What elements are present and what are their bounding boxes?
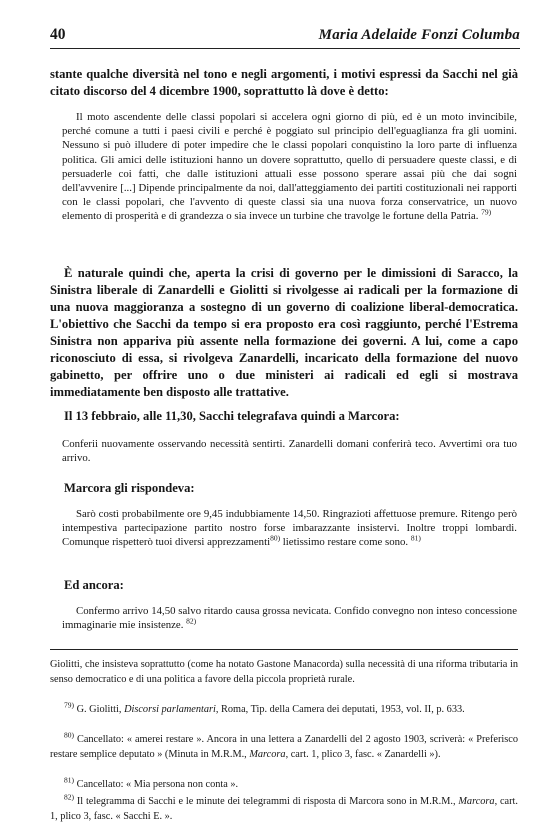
footnote-80: $^{80)}$ Cancellato: « amerei restare ». Ancora in una lettera a Zanardelli del 2 agosto 1903, scriverà: « Preferisco restare semplice deputato » (Minuta in M.R.M., Marcora, cart. 1, plico 3, fasc. « Zanardelli »).	[50, 730, 518, 760]
paragraph-crisis: È naturale quindi che, aperta la crisi di governo per le dimissioni di Saracco, la Sinistra liberale di Zanardelli e Giolitti si rivolgesse ai radicali per la formazione di una nuova maggioranza a sostegno di un governo di coalizione liberal-democratica. L'obiettivo che Sacchi da tempo si era proposto era così raggiunto, perché l'Estrema Sinistra non appariva più assente nella formazione dei governi. A lui, come a capo riconosciuto di essa, si rivolgeva Zanardelli, incaricato della formazione del nuovo gabinetto, per offrire uno o due ministeri ai radicali ed egli si mostrava immediatamente ben disposto alle trattative.	[50, 266, 518, 399]
intro-paragraph: stante qualche diversità nel tono e negli argomenti, i motivi espressi da Sacchi nel già citato discorso del 4 dicembre 1900, soprattutto là dove è detto:	[50, 67, 518, 98]
footnote-ref-82: 82)	[186, 616, 197, 626]
page-number: 40	[50, 26, 66, 43]
quote-telegram-marcora-2: Confermo arrivo 14,50 salvo ritardo causa grossa nevicata. Confido convegno non inteso concessione immaginarie mie insistenze. $^{82)}$	[62, 605, 517, 632]
paragraph-again: Ed ancora:	[64, 578, 124, 592]
quote-sacchi-speech: Il moto ascendente delle classi popolari si accelera ogni giorno di più, ed è un moto invincibile, perché comune a tutti i paesi civili e perché è poggiato sul principio dell'eguaglianza fra gli uomini. Nessuno si può illudere di poter impedire che le classi popolari conquistino la loro parte di influenza politica. Gli amici delle istituzioni hanno un dovere soprattutto, quello di persuadere queste classi, e di persuaderle coi fatti, che dalle istituzioni attuali esse possono sperare assai più che dai sogni dell'avvenire [...] Dipende principalmente da noi, dall'atteggiamento dei partiti costituzionali nei rapporti con le classi popolari, che l'avvento di queste classi sia una nuova forza conservatrice, un nuovo elemento di prosperità e di grandezza o sia invece un turbine che travolge le fortune della Patria. $^{79)}$	[62, 111, 517, 223]
quote-telegram-marcora: Sarò costì probabilmente ore 9,45 indubbiamente 14,50. Ringrazioti affettuose premure. Ritengo però intempestiva partecipazione partito nostro forse imbarazzante insistervi. Inoltre troppi lombardi. Comunque rispetterò tuoi diversi apprezzamenti$^{80)}$ lietissimo restare come sono. $^{81)}$	[62, 508, 517, 549]
footnote-ref-80: 80)	[270, 533, 281, 543]
paragraph-reply-intro: Marcora gli rispondeva:	[64, 481, 195, 495]
quote-telegram-sacchi: Conferii nuovamente osservando necessità sentirti. Zanardelli domani conferirà teco. Avvertimi ora tuo arrivo.	[62, 438, 517, 465]
paragraph-telegram-intro: Il 13 febbraio, alle 11,30, Sacchi telegrafava quindi a Marcora:	[64, 409, 400, 423]
footnote-carryover: Giolitti, che insisteva soprattutto (come ha notato Gastone Manacorda) sulla necessità di una riforma tributaria in senso democratico e di una politica a favore della piccola proprietà rurale.	[50, 659, 518, 685]
footnote-separator	[50, 649, 518, 650]
footnote-ref-79: 79)	[481, 207, 492, 217]
running-head	[50, 26, 520, 49]
running-title: Maria Adelaide Fonzi Columba	[318, 27, 520, 43]
footnote-81: $^{81)}$ Cancellato: « Mia persona non conta ».	[64, 775, 239, 790]
footnote-82: $^{82)}$ Il telegramma di Sacchi e le minute dei telegrammi di risposta di Marcora sono in M.R.M., Marcora, cart. 1, plico 3, fasc. « Sacchi E. ».	[50, 792, 518, 822]
footnote-79: $^{79)}$ G. Giolitti, Discorsi parlamentari, Roma, Tip. della Camera dei deputati, 1953, vol. II, p. 633.	[64, 700, 465, 715]
footnote-ref-81: 81)	[410, 533, 421, 543]
